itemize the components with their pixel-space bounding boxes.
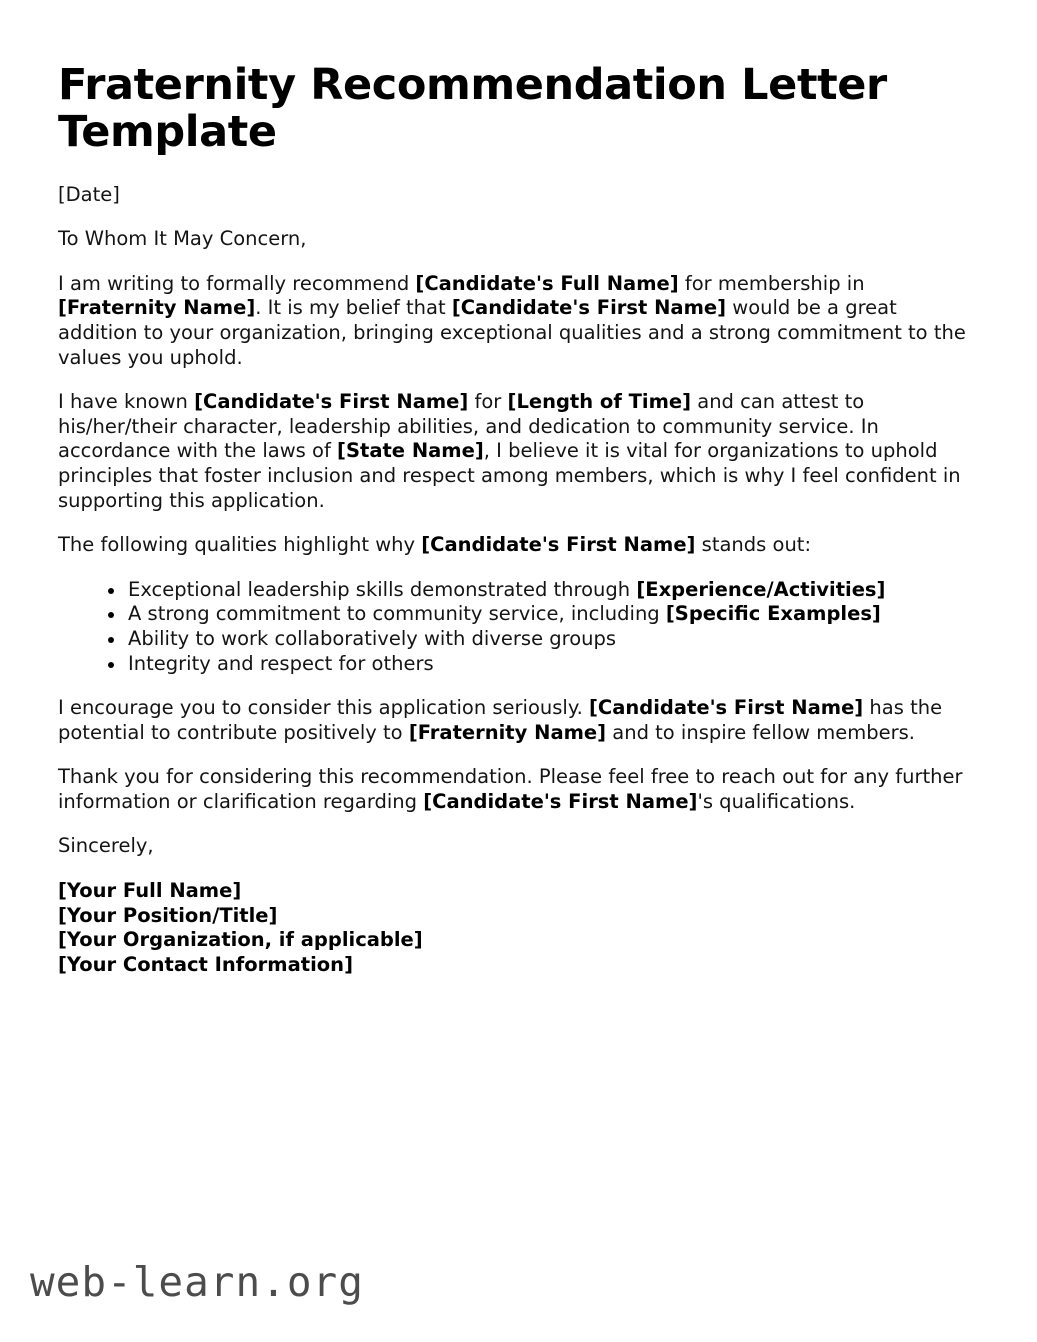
paragraph-4 [58, 696, 980, 745]
paragraph-5 [58, 765, 980, 814]
list-item-text: A strong commitment to community service, including [128, 602, 666, 626]
p2-placeholder-length-of-time: [Length of Time] [507, 390, 692, 414]
list-item [108, 652, 980, 677]
closing-text: Sincerely, [58, 834, 154, 858]
paragraph-1 [58, 272, 980, 370]
qualities-list [58, 578, 980, 676]
p3-placeholder-candidate-first-name: [Candidate's First Name] [421, 533, 696, 557]
salutation-text: To Whom It May Concern, [58, 227, 307, 251]
p4-placeholder-fraternity-name: [Fraternity Name] [408, 720, 607, 744]
signature-block [58, 879, 980, 977]
p1-text-1: I am writing to formally recommend [58, 271, 416, 295]
paragraph-3 [58, 533, 980, 558]
p2-text-3: and can attest to his/her/their character, leadership abilities, and dedication to community service. In accordance with the laws of [58, 390, 879, 463]
p4-text-2: has the potential to contribute positively to [58, 696, 943, 744]
p1-text-2: for membership in [678, 271, 865, 295]
p5-text-2: 's qualifications. [697, 789, 856, 813]
p2-text-4: , I believe it is vital for organizations to uphold principles that foster inclusion and respect among members, which is why I feel confident in supporting this application. [58, 439, 961, 512]
p4-text-1: I encourage you to consider this application seriously. [58, 696, 589, 720]
p2-placeholder-state-name: [State Name] [337, 439, 484, 463]
p3-text-2: stands out: [695, 533, 812, 557]
p2-text-2: for [468, 390, 508, 414]
p4-placeholder-candidate-first-name: [Candidate's First Name] [589, 696, 864, 720]
list-item [108, 627, 980, 652]
signature-organization: [Your Organization, if applicable] [58, 928, 423, 952]
p5-placeholder-candidate-first-name: [Candidate's First Name] [423, 789, 698, 813]
salutation [58, 227, 980, 252]
list-item-text: Ability to work collaboratively with diverse groups [128, 626, 617, 650]
p2-text-1: I have known [58, 390, 195, 414]
list-item [108, 578, 980, 603]
p5-text-1: Thank you for considering this recommendation. Please feel free to reach out for any further information or clarification regarding [58, 765, 963, 813]
list-item-placeholder: [Experience/Activities] [636, 577, 886, 601]
signature-position-title: [Your Position/Title] [58, 903, 278, 927]
date-line [58, 183, 980, 208]
list-item-text: Integrity and respect for others [128, 651, 434, 675]
p1-placeholder-candidate-first-name: [Candidate's First Name] [451, 296, 727, 320]
closing-line [58, 834, 980, 859]
list-item-placeholder: [Specific Examples] [665, 602, 881, 626]
list-item [108, 602, 980, 627]
signature-full-name: [Your Full Name] [58, 879, 242, 903]
paragraph-2 [58, 390, 980, 513]
letter-body [58, 62, 980, 977]
list-item-text: Exceptional leadership skills demonstrated through [128, 577, 637, 601]
signature-contact-information: [Your Contact Information] [58, 952, 353, 976]
site-watermark: web-learn.org [30, 1258, 364, 1306]
p1-text-3: . It is my belief that [255, 296, 452, 320]
p1-placeholder-candidate-full-name: [Candidate's Full Name] [415, 271, 679, 295]
page-title: Fraternity Recommendation Letter Template [58, 60, 887, 158]
p3-text-1: The following qualities highlight why [58, 533, 422, 557]
p2-placeholder-candidate-first-name: [Candidate's First Name] [194, 390, 469, 414]
p4-text-3: and to inspire fellow members. [606, 720, 915, 744]
p1-text-4: would be a great addition to your organization, bringing exceptional qualities and a strong commitment to the values you uphold. [58, 296, 966, 369]
p1-placeholder-fraternity-name: [Fraternity Name] [58, 296, 256, 320]
date-placeholder: [Date] [58, 182, 120, 206]
